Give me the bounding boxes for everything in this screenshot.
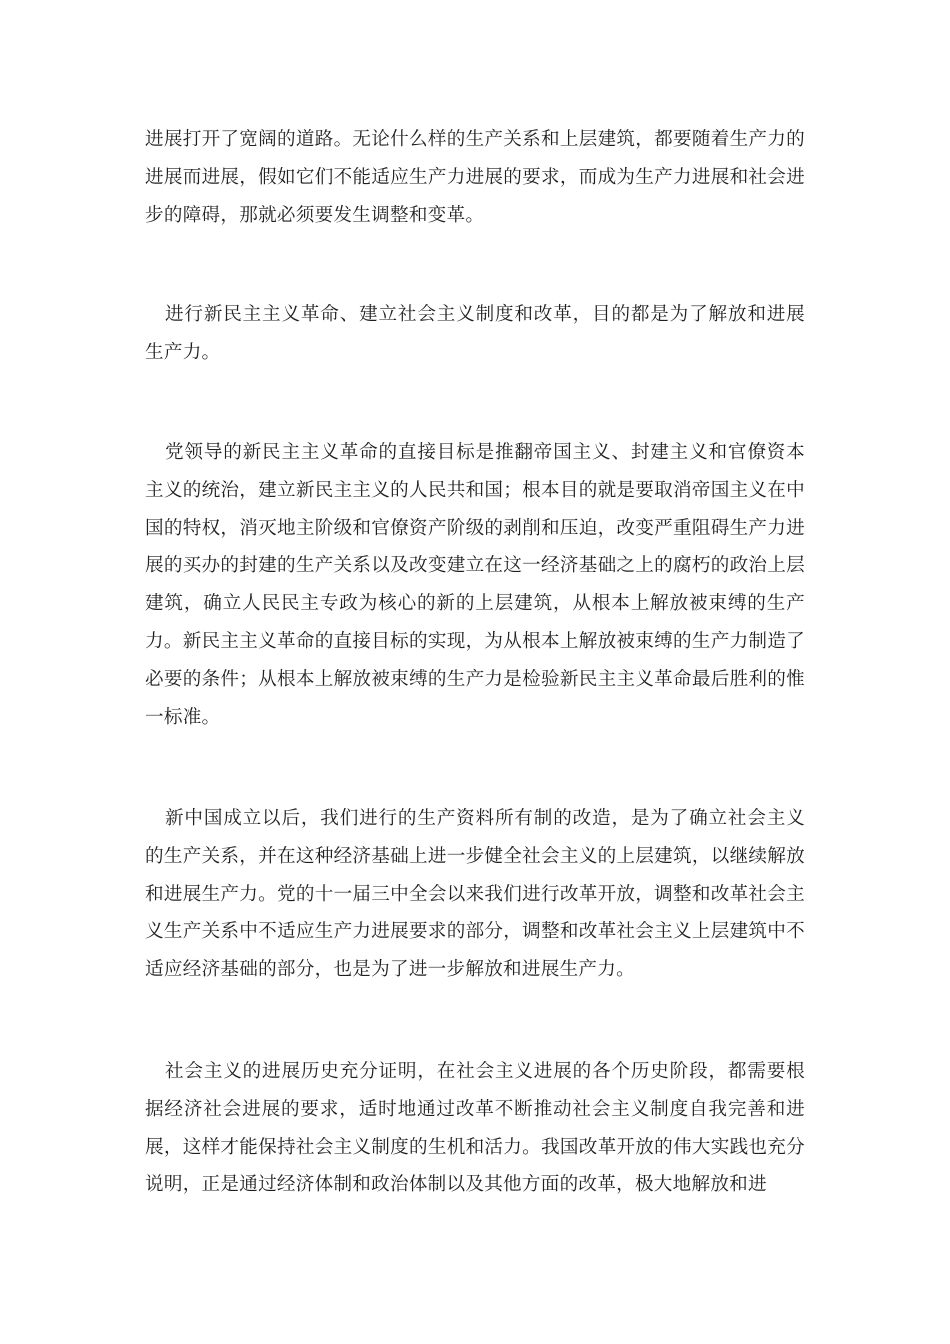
paragraph-new-democratic-revolution: 党领导的新民主主义革命的直接目标是推翻帝国主义、封建主义和官僚资本主义的统治，建立新民主主义的人民共和国；根本目的就是要取消帝国主义在中国的特权，消灭地主阶级和官僚资产阶级的剥削和压迫，改变严重阻碍生产力进展的买办的封建的生产关系以及改变建立在这一经济基础之上的腐朽的政治上层建筑，确立人民民主专政为核心的新的上层建筑，从根本上解放被束缚的生产力。新民主主义革命的直接目标的实现，为从根本上解放被束缚的生产力制造了必要的条件；从根本上解放被束缚的生产力是检验新民主主义革命最后胜利的惟一标准。	[145, 442, 805, 728]
paragraph-revolution-purpose: 进行新民主主义革命、建立社会主义制度和改革，目的都是为了解放和进展生产力。	[145, 304, 805, 363]
paragraph-new-china-reform: 新中国成立以后，我们进行的生产资料所有制的改造，是为了确立社会主义的生产关系，并在这种经济基础上进一步健全社会主义的上层建筑，以继续解放和进展生产力。党的十一届三中全会以来我们进行改革开放，调整和改革社会主义生产关系中不适应生产力进展要求的部分，调整和改革社会主义上层建筑中不适应经济基础的部分，也是为了进一步解放和进展生产力。	[145, 808, 805, 981]
paragraph-socialist-history: 社会主义的进展历史充分证明，在社会主义进展的各个历史阶段，都需要根据经济社会进展的要求，适时地通过改革不断推动社会主义制度自我完善和进展，这样才能保持社会主义制度的生机和活力。我国改革开放的伟大实践也充分说明，正是通过经济体制和政治体制以及其他方面的改革，极大地解放和进	[145, 1061, 805, 1196]
paragraph-continued: 进展打开了宽阔的道路。无论什么样的生产关系和上层建筑，都要随着生产力的进展而进展，假如它们不能适应生产力进展的要求，而成为生产力进展和社会进步的障碍，那就必须要发生调整和变革。	[145, 129, 805, 226]
